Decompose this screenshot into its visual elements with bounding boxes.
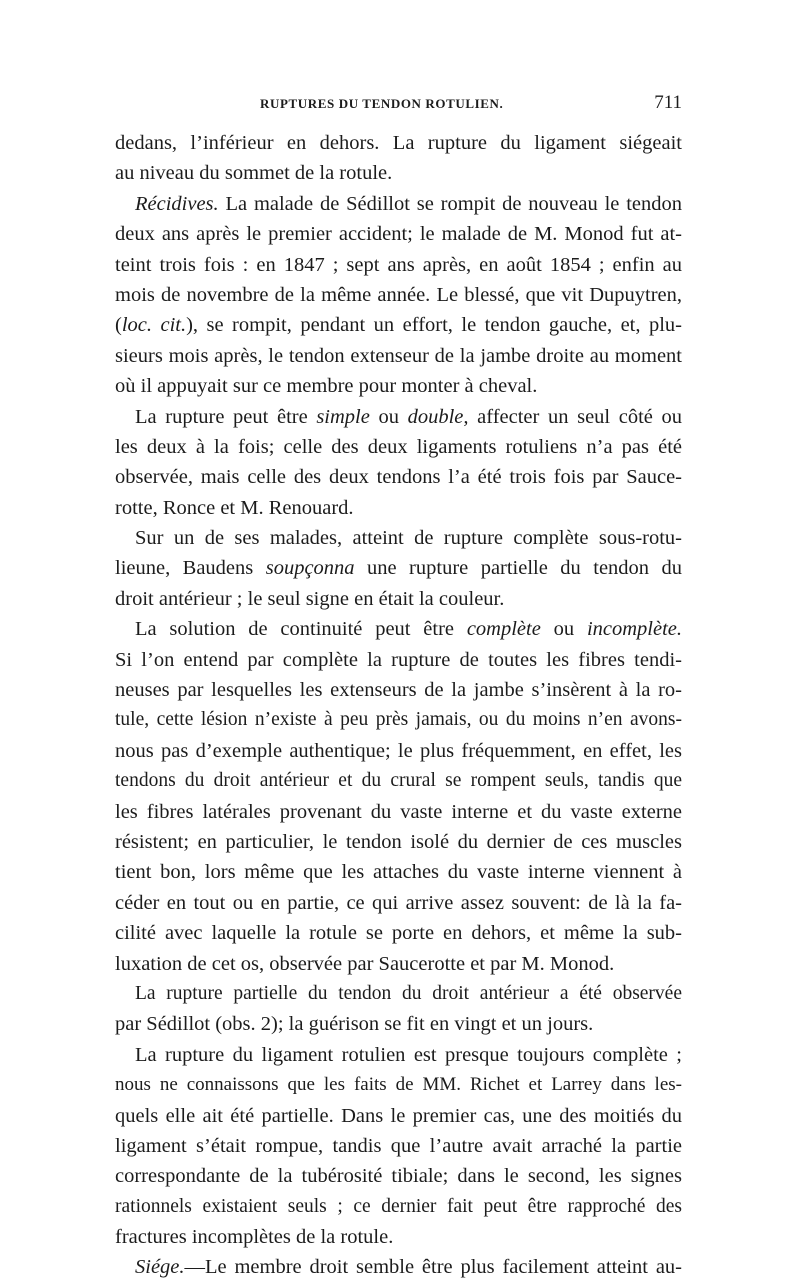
text-line xyxy=(115,1070,682,1100)
text-segment: La rupture peut être xyxy=(135,405,317,428)
text-line xyxy=(115,1101,682,1131)
text-segment: deux ans après le premier accident; le malade de M. Monod fut at- xyxy=(115,223,682,246)
text-line xyxy=(115,736,682,766)
text-segment: —Le membre droit semble être plus facilement atteint au- xyxy=(184,1256,682,1279)
text-line xyxy=(115,827,682,857)
text-line xyxy=(115,280,682,310)
text-segment: une rupture partielle du tendon du xyxy=(354,557,682,580)
italic-text: simple xyxy=(316,405,370,428)
text-segment: La rupture partielle du tendon du droit antérieur a été observée xyxy=(135,982,682,1004)
text-line xyxy=(115,1252,682,1282)
italic-text: complète xyxy=(466,618,541,641)
text-segment: résistent; en particulier, le tendon isolé du dernier de ces muscles xyxy=(115,830,682,853)
text-segment: ( xyxy=(115,314,122,337)
italic-text: double, xyxy=(407,405,469,428)
text-segment: tient bon, lors même que les attaches du vaste interne viennent à xyxy=(115,861,682,884)
text-segment: tendons du droit antérieur et du crural se rompent seuls, tandis que xyxy=(115,770,682,792)
text-line xyxy=(115,979,682,1009)
text-segment: céder en tout ou en partie, ce qui arrive assez souvent: de là la fa- xyxy=(115,891,682,914)
text-segment: les fibres latérales provenant du vaste interne et du vaste externe xyxy=(115,800,682,823)
text-line xyxy=(115,797,682,827)
text-segment: teint trois fois : en 1847 ; sept ans après, en août 1854 ; enfin au xyxy=(115,253,682,276)
text-segment: Sur un de ses malades, atteint de rupture complète sous-rotu- xyxy=(135,527,682,550)
text-line xyxy=(115,1009,682,1039)
text-line xyxy=(115,675,682,705)
text-segment: droit antérieur ; le seul signe en était la couleur. xyxy=(115,587,505,610)
text-segment: ou xyxy=(369,405,408,428)
text-line xyxy=(115,371,682,401)
text-line xyxy=(115,1192,682,1222)
text-line xyxy=(115,949,682,979)
text-line xyxy=(115,645,682,675)
text-line xyxy=(115,219,682,249)
text-line xyxy=(115,766,682,796)
page-number: 711 xyxy=(654,92,682,113)
text-line xyxy=(115,918,682,948)
text-segment: où il appuyait sur ce membre pour monter à cheval. xyxy=(115,375,538,398)
body-text xyxy=(115,128,682,1283)
text-line xyxy=(115,341,682,371)
text-segment: sieurs mois après, le tendon extenseur de la jambe droite au moment xyxy=(115,344,682,367)
text-segment: cilité avec laquelle la rotule se porte en dehors, et même la sub- xyxy=(115,922,682,945)
text-line xyxy=(115,158,682,188)
text-line xyxy=(115,462,682,492)
text-segment: au niveau du sommet de la rotule. xyxy=(115,162,393,185)
text-line xyxy=(115,189,682,219)
text-segment: ligament s’était rompue, tandis que l’autre avait arraché la partie xyxy=(115,1134,682,1157)
text-segment: affecter un seul côté ou xyxy=(468,405,683,428)
text-line xyxy=(115,432,682,462)
text-segment: ou xyxy=(540,618,587,641)
text-segment: La solution de continuité peut être xyxy=(135,618,467,641)
text-segment: par Sédillot (obs. 2); la guérison se fit en vingt et un jours. xyxy=(115,1013,594,1036)
text-line xyxy=(115,857,682,887)
text-line xyxy=(115,402,682,432)
italic-text: loc. cit. xyxy=(121,314,187,337)
text-line xyxy=(115,493,682,523)
text-segment: les deux à la fois; celle des deux ligaments rotuliens n’a pas été xyxy=(115,435,682,458)
text-segment: correspondante de la tubérosité tibiale; dans le second, les signes xyxy=(115,1165,682,1188)
text-segment: neuses par lesquelles les extenseurs de la jambe s’insèrent à la ro- xyxy=(115,679,682,702)
text-segment: quels elle ait été partielle. Dans le premier cas, une des moitiés du xyxy=(115,1104,682,1127)
text-line xyxy=(115,888,682,918)
text-segment: La rupture du ligament rotulien est presque toujours complète ; xyxy=(135,1043,682,1066)
text-segment: La malade de Sédillot se rompit de nouveau le tendon xyxy=(218,192,682,215)
text-line xyxy=(115,705,682,735)
text-segment: mois de novembre de la même année. Le blessé, que vit Dupuytren, xyxy=(115,283,682,306)
text-line xyxy=(115,523,682,553)
text-segment: luxation de cet os, observée par Saucerotte et par M. Monod. xyxy=(115,952,615,975)
text-segment: Si l’on entend par complète la rupture de toutes les fibres tendi- xyxy=(115,648,682,671)
text-line xyxy=(115,1222,682,1252)
text-segment: dedans, l’inférieur en dehors. La rupture du ligament siégeait xyxy=(115,132,682,154)
italic-text: incomplète. xyxy=(586,618,683,641)
text-segment: observée, mais celle des deux tendons l’a été trois fois par Sauce- xyxy=(115,466,682,489)
text-segment: tule, cette lésion n’existe à peu près jamais, ou du moins n’en avons- xyxy=(115,709,682,731)
text-line xyxy=(115,250,682,280)
text-segment: ), se rompit, pendant un effort, le tendon gauche, et, plu- xyxy=(186,314,682,337)
text-line xyxy=(115,128,682,158)
text-segment: rationnels existaient seuls ; ce dernier fait peut être rapproché des xyxy=(115,1195,682,1217)
text-line xyxy=(115,553,682,583)
text-segment: fractures incomplètes de la rotule. xyxy=(115,1226,394,1249)
text-segment: nous ne connaissons que les faits de MM. Richet et Larrey dans les- xyxy=(115,1074,682,1096)
text-line xyxy=(115,614,682,644)
italic-text: Siége. xyxy=(135,1256,185,1279)
running-title: RUPTURES DU TENDON ROTULIEN. xyxy=(260,96,504,111)
italic-text: soupçonna xyxy=(265,557,355,580)
text-line xyxy=(115,1161,682,1191)
text-line xyxy=(115,1040,682,1070)
text-line xyxy=(115,1131,682,1161)
text-segment: rotte, Ronce et M. Renouard. xyxy=(115,496,354,519)
text-line xyxy=(115,584,682,614)
text-segment: lieune, Baudens xyxy=(115,557,266,580)
text-line xyxy=(115,310,682,340)
italic-text: Récidives. xyxy=(135,192,219,215)
running-head xyxy=(115,92,682,122)
text-segment: nous pas d’exemple authentique; le plus fréquemment, en effet, les xyxy=(115,739,682,762)
